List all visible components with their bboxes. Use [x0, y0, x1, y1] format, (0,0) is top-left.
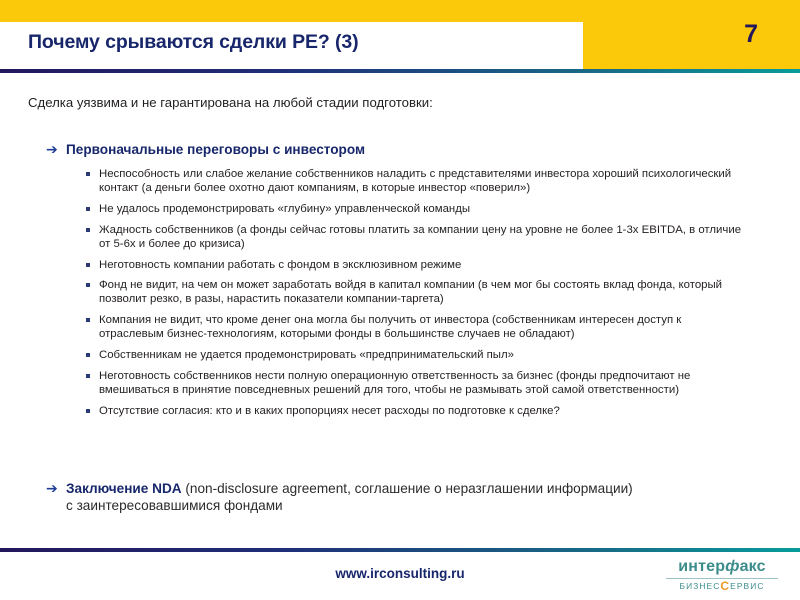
intro-text: Сделка уязвима и не гарантирована на любой стадии подготовки:: [28, 95, 433, 110]
square-bullet-icon: [86, 228, 99, 232]
list-item-text: Собственникам не удается продемонстрировать «предпринимательский пыл»: [99, 349, 514, 362]
section-heading-nda: [46, 480, 766, 514]
list-item-text: Отсутствие согласия: кто и в каких пропорциях несет расходы по подготовке к сделке?: [99, 404, 560, 417]
logo-f-glyph: ф: [725, 558, 740, 575]
list-item-text: Не удалось продемонстрировать «глубину» управленческой команды: [99, 202, 471, 215]
logo-tagline: [658, 581, 786, 592]
square-bullet-icon: [86, 409, 99, 413]
list-item-text: Неготовность компании работать с фондом в эксклюзивном режиме: [99, 258, 462, 271]
list-item-text: Компания не видит, что кроме денег она могла бы получить от инвестора (собственникам интересен доступ к отраслевым бизнес-технологиям, которыми фонды в большинстве случаев не обладают): [99, 314, 682, 341]
list-item-text: Фонд не видит, на чем он может заработать войдя в капитал компании (в чем мог бы состоять вклад фонда, который позволит резко, в разы, нарастить показатели компании-таргета): [99, 279, 723, 306]
list-item: [86, 404, 746, 418]
square-bullet-icon: [86, 318, 99, 322]
section-heading-negotiations: [46, 141, 365, 158]
interfax-logo: [658, 558, 786, 592]
square-bullet-icon: [86, 283, 99, 287]
square-bullet-icon: [86, 374, 99, 378]
section-heading-label: [66, 480, 633, 514]
list-item: [86, 258, 746, 272]
list-item: [86, 313, 746, 341]
arrow-bullet-icon: ➔: [46, 480, 58, 496]
list-item: [86, 348, 746, 362]
page-number: 7: [744, 20, 758, 48]
list-item: [86, 369, 746, 397]
logo-sub-part2: ЕРВИС: [730, 581, 765, 591]
list-item: [86, 167, 746, 195]
logo-wordmark: [658, 558, 786, 576]
logo-sub-part1: БИЗНЕС: [679, 581, 721, 591]
content-area: [0, 73, 800, 547]
section-heading-label: Первоначальные переговоры с инвестором: [66, 142, 366, 157]
arrow-bullet-icon: ➔: [46, 141, 58, 157]
logo-part2: акс: [739, 558, 766, 575]
list-item: [86, 223, 746, 251]
bullet-list: [86, 167, 746, 424]
list-item-text: Жадность собственников (а фонды сейчас готовы платить за компании цену на уровне не более 1-3х EBITDA, в отличие от 5-6х и более до кризиса): [99, 223, 742, 250]
list-item-text: Неготовность собственников нести полную операционную ответственность за бизнес (фонды предпочитают не вмешиваться в принятие повседневных решений для того, чтобы не размывать этой самой ответственности): [99, 369, 691, 396]
nda-bold-label: Заключение NDA: [66, 481, 182, 496]
square-bullet-icon: [86, 207, 99, 211]
list-item: [86, 278, 746, 306]
list-item: [86, 202, 746, 216]
page-title: Почему срываются сделки PE? (3): [28, 31, 359, 53]
nda-line2-label: с заинтересовавшимися фондами: [66, 498, 283, 513]
square-bullet-icon: [86, 263, 99, 267]
nda-rest-label: (non-disclosure agreement, соглашение о неразглашении информации): [181, 481, 633, 496]
footer-divider: [0, 548, 800, 552]
footer-url[interactable]: www.irconsulting.ru: [335, 566, 465, 581]
logo-c-glyph: С: [720, 579, 731, 593]
logo-part1: интер: [678, 558, 726, 575]
square-bullet-icon: [86, 172, 99, 176]
square-bullet-icon: [86, 353, 99, 357]
list-item-text: Неспособность или слабое желание собственников наладить с представителями инвестора хороший психологический контакт (а деньги более охотно дают компаниям, в которые инвестор «поверил»): [99, 168, 732, 195]
